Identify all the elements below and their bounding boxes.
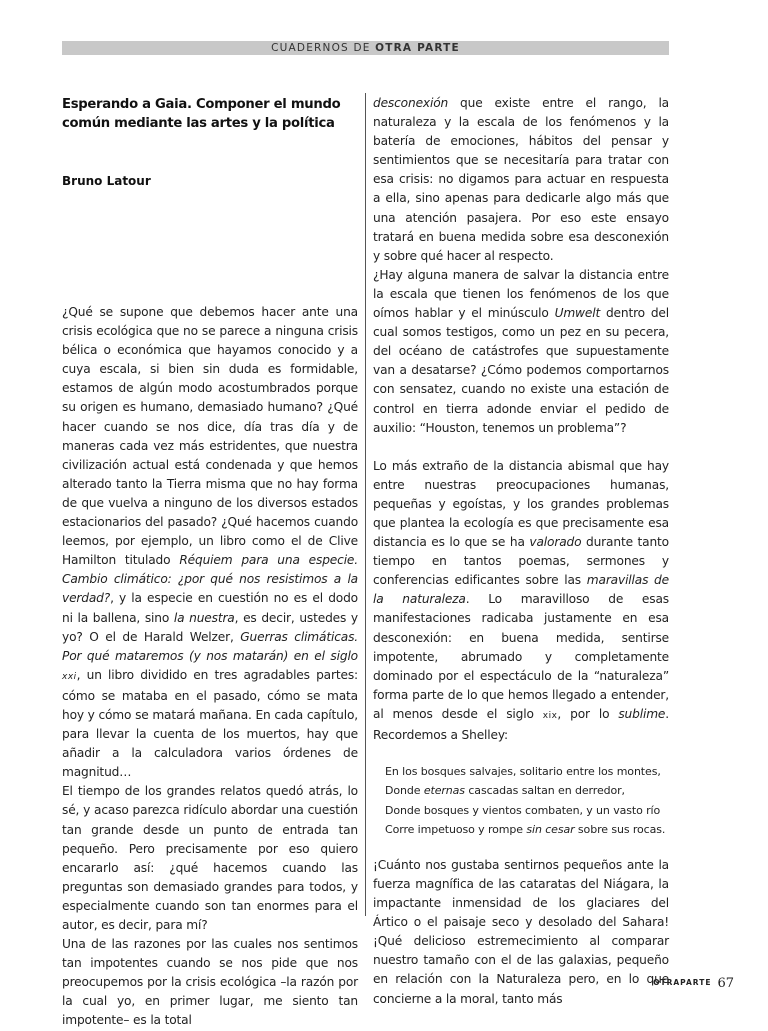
paragraph: Una de las razones por las cuales nos sentimos tan impotentes cuando se nos pide que nos preocupemos por la crisis ecológica –la razón por la cual yo, en primer lugar, me siento tan impotente– es la total (62, 937, 358, 1028)
poem-quote (373, 762, 669, 839)
article-title: Esperando a Gaia. Componer el mundo común mediante las artes y la política (62, 97, 341, 131)
paragraph: El tiempo de los grandes relatos quedó atrás, lo sé, y acaso parezca ridículo abordar una cuestión tan grande desde un punto de entrada tan pequeño. Pero precisamente por eso quiero encararlo así: ¿qué hacemos cuando las preguntas son demasiado grandes para todos, y especialmente cuando son tan enormes para el autor, es decir, para mí? (62, 784, 358, 932)
paragraph: ¿Qué se supone que debemos hacer ante una crisis ecológica que no se parece a ninguna crisis bélica o económica que hayamos conocido y a cuya escala, si bien sin duda es formidable, estamos de algún modo acostumbrados porque su origen es humano, demasiado humano? ¿Qué hacer cuando se nos dice, día tras día y de maneras cada vez más estridentes, que nuestra civilización actual está condenada y que hemos alterado tanto la Tierra misma que no hay forma de que vuelva a ninguno de los diversos estados estacionarios del pasado? ¿Qué hacemos cuando leemos, por ejemplo, un libro como el de Clive Hamilton titulado Réquiem para una especie. Cambio climático: ¿por qué nos resistimos a la verdad?, y la especie en cuestión no es el dodo ni la ballena, sino la nuestra, es decir, ustedes y yo? O el de Harald Welzer, Guerras climáticas. Por qué mataremos (y nos matarán) en el siglo xxi, un libro dividido en tres agradables partes: cómo se mataba en el pasado, cómo se mata hoy y cómo se matará mañana. En cada capítulo, para llevar la cuenta de los muertos, hay que añadir a la calculadora varios órdenes de magnitud… (62, 305, 359, 780)
poem-line: En los bosques salvajes, solitario entre los montes, (385, 765, 661, 779)
right-column (373, 94, 669, 1009)
poem-line: Corre impetuoso y rompe sin cesar sobre sus rocas. (385, 822, 666, 836)
left-column (62, 303, 358, 1031)
page-footer (653, 976, 734, 991)
header-highlight: OTRA PARTE (375, 42, 460, 54)
paragraph: ¿Hay alguna manera de salvar la distancia entre la escala que tienen los fenómenos de los que oímos hablar y el minúsculo Umwelt dentro del cual somos testigos, como un pez en su pecera, del océano de catástrofes que supuestamente van a desatarse? ¿Cómo podemos comportarnos con sensatez, cuando no existe una estación de control en tierra adonde enviar el pedido de auxilio: “Houston, tenemos un problema”? (373, 267, 670, 435)
header-prefix: CUADERNOS DE (271, 42, 371, 54)
running-header (62, 41, 669, 55)
poem-line: Donde eternas cascadas saltan en derredor, (385, 784, 625, 798)
paragraph: ¡Cuánto nos gustaba sentirnos pequeños ante la fuerza magnífica de las cataratas del Niágara, la impactante inmensidad de los glaciares del Ártico o el paisaje seco y desolado del Sahara! ¡Qué delicioso estremecimiento al comparar nuestro tamaño con el de las galaxias, pequeño en relación con la Naturaleza pero, en lo que concierne a la moral, tanto más (373, 857, 669, 1006)
page-number: 67 (717, 976, 734, 991)
column-divider (365, 93, 366, 916)
article-author: Bruno Latour (62, 174, 151, 188)
paragraph: desconexión que existe entre el rango, la naturaleza y la escala de los fenómenos y la batería de emociones, hábitos del pensar y sentimientos que se necesitaría para tratar con esa crisis: no digamos para actuar en respuesta a ella, sino apenas para dedicarle algo más que una atención pasajera. Por eso este ensayo tratará en buena medida sobre esa desconexión y sobre qué hacer al respecto. (373, 96, 669, 263)
paragraph: Lo más extraño de la distancia abismal que hay entre nuestras preocupaciones humanas, pequeñas y egoístas, y los grandes problemas que plantea la ecología es que precisamente esa distancia es lo que se ha valorado durante tanto tiempo en tantos poemas, sermones y conferencias edificantes sobre las maravillas de la naturaleza. Lo maravilloso de esas manifestaciones radicaba justamente en esa desconexión: en buena medida, sentirse impotente, abrumado y completamente dominado por el espectáculo de la “naturaleza” forma parte de lo que hemos llegado a entender, al menos desde el siglo xix, por lo sublime. Recordemos a Shelley: (373, 458, 669, 742)
footer-brand: OTRAPARTE (653, 978, 712, 987)
poem-line: Donde bosques y vientos combaten, y un vasto río (385, 803, 661, 817)
